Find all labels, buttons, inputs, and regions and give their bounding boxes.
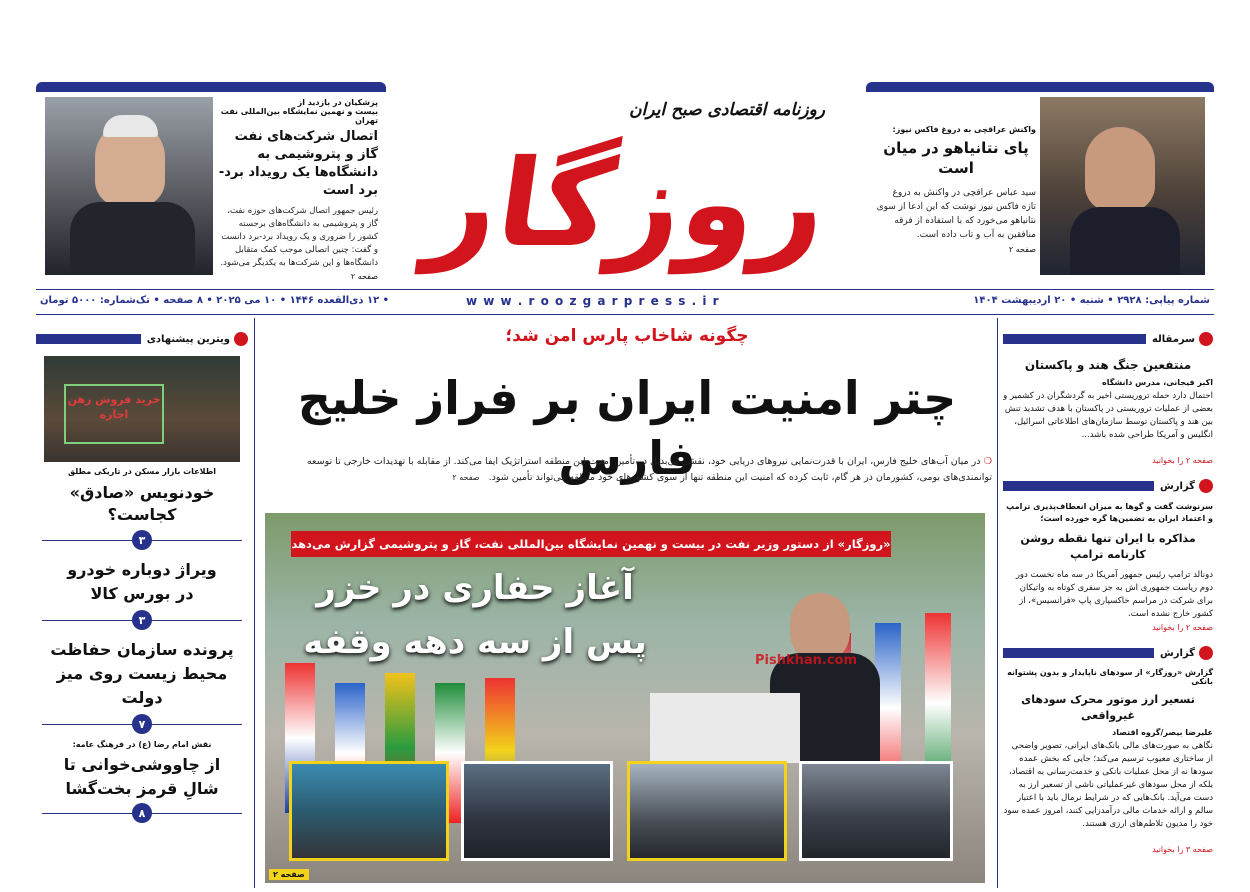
item3-page-number[interactable]: ۷ bbox=[132, 714, 152, 734]
item4-page-number[interactable]: ۸ bbox=[132, 803, 152, 823]
item1-page-number[interactable]: ۳ bbox=[132, 530, 152, 550]
thumbnail-3[interactable] bbox=[627, 761, 787, 861]
report1-title: مذاکره با ایران تنها نقطه روشن کارنامه ترامپ bbox=[1020, 532, 1196, 561]
photo-page: صفحه ۲ bbox=[269, 869, 309, 880]
report2-kicker: گزارش «روزگار» از سودهای ناپایدار و بدون پشتوانه بانکی bbox=[1007, 668, 1213, 686]
thumbnail-4[interactable] bbox=[799, 761, 953, 861]
main-kicker: چگونه شاخاب پارس امن شد؛ bbox=[505, 326, 749, 346]
report1-page-link[interactable]: صفحه ۲ را بخوانید bbox=[1152, 623, 1213, 632]
podium bbox=[650, 693, 800, 763]
masthead-logo-area bbox=[400, 70, 855, 295]
photo-headline-1: آغاز حفاری در خزر bbox=[316, 568, 634, 608]
item4-kicker: نقش امام رضا (ع) در فرهنگ عامه: bbox=[72, 740, 212, 749]
item2-divider bbox=[36, 610, 248, 632]
item2-page-number[interactable]: ۳ bbox=[132, 610, 152, 630]
editorial-body: احتمال دارد حمله تروریستی اخیر به گردشگران در کشمیر و بعضی از عملیات تروریستی در پاکستان با هدف تشدید تنش بین هند و پاکستان توسط سازمان‌های اطلاعاتی اسرائیل، انگلیس و آمریکا طراحی شده باشد... bbox=[1003, 391, 1213, 440]
real-estate-sign: خرید فروش رهن اجاره bbox=[64, 384, 164, 444]
main-page: صفحه ۲ bbox=[452, 473, 480, 482]
top-left-box-text bbox=[218, 98, 378, 281]
report2-author: علیرضا بیصر/گروه اقتصاد bbox=[1112, 728, 1213, 737]
left-column bbox=[36, 330, 248, 825]
main-lead-text: در میان آب‌های خلیج فارس، ایران با قدرت‌نمایی نیروهای دریایی خود، نقشی بی‌بدیل در تأمین امنیت این منطقه استراتژیک ایفا می‌کند. از مقابله با تهدیدات خارجی تا توسعه توانمندی‌های بومی، کشورمان در هر گام، ثابت کرده که امنیت این منطقه تنها از سوی کشورهای خود منطقه می‌تواند تأمین شود. bbox=[306, 456, 992, 483]
top-right-box-text bbox=[876, 125, 1036, 254]
website: w w w . r o o z g a r p r e s s . i r bbox=[466, 294, 720, 308]
box-left-body: رئیس جمهور اتصال شرکت‌های حوزه نفت، گاز و پتروشیمی به دانشگاه‌های برجسته کشور را ضروری و یک رویداد برد-برد دانست و گفت: چنین اتصالی موجب کمک متقابل دانشگاه‌ها و این شرکت‌ها به یکدیگر می‌شود. bbox=[220, 206, 378, 268]
lead-bullet-icon: ❍ bbox=[980, 456, 992, 467]
issue-line-left: • ۱۲ ذی‌القعده ۱۴۴۶ • ۱۰ می ۲۰۲۵ • ۸ صفحه • تک‌شماره: ۵۰۰۰ تومان bbox=[40, 295, 390, 306]
report2-body: نگاهی به صورت‌های مالی بانک‌های ایرانی، تصویر واضحی از ساختاری معیوب ترسیم می‌کند؛ جایی که بخش عمده سودها نه از محل عملیات بانکی و خدمت‌رسانی به اقتصاد، بلکه از محل سودهای غیرعملیاتی ناشی از تسعیر ارز به دست می‌آید. بانک‌هایی که در شرایط نرمال باید با اعتبار سالم و ارائه خدمات مالی درآمدزایی کنند، امروز عمده سود خود را مدیون تلاطم‌های ارزی هستند. bbox=[1003, 741, 1213, 829]
top-left-box-bar bbox=[36, 82, 386, 92]
right-column bbox=[1003, 330, 1213, 854]
editorial-author: اکبر فیجانی، مدرس دانشگاه bbox=[1102, 378, 1213, 387]
box-left-kicker: پزشکیان در بازدید از bbox=[297, 98, 378, 107]
box-right-title: پای نتانیاهو در میان است bbox=[883, 139, 1029, 177]
box-right-kicker: واکنش عراقچی به دروغ فاکس نیوز: bbox=[892, 125, 1036, 134]
left-column-rule bbox=[254, 318, 255, 888]
item3-divider bbox=[36, 714, 248, 736]
thumbnail-2[interactable] bbox=[461, 761, 613, 861]
thumbnail-1[interactable] bbox=[289, 761, 449, 861]
report1-kicker: سرنوشت گفت و گوها به میزان انعطاف‌پذیری ترامپ و اعتماد ایران به تضمین‌ها گره خورده است؛ bbox=[1006, 502, 1213, 523]
item1-divider bbox=[36, 530, 248, 552]
report2-header: گزارش bbox=[1003, 644, 1213, 662]
box-left-title: اتصال شرکت‌های نفت گاز و پتروشیمی به دانشگاه‌ها یک رویداد برد-برد است bbox=[218, 129, 378, 198]
report1-body: دونالد ترامپ رئیس جمهور آمریکا در سه ماه نخست دور دوم ریاست جمهوری اش به جز سفری کوتاه به واتیکان برای شرکت در مراسم خاکسپاری پاپ «فرانسیس»، از کشور خارج نشده است. bbox=[1015, 570, 1213, 619]
main-headline: چتر امنیت ایران بر فراز خلیج فارس bbox=[297, 371, 957, 485]
photo-banner: «روزگار» از دستور وزیر نفت در بیست و نهمین نمایشگاه بین‌المللی نفت، گاز و پتروشیمی گزارش می‌دهد bbox=[291, 531, 891, 557]
dateline bbox=[36, 289, 1214, 315]
main-photo bbox=[265, 513, 985, 883]
top-right-box-bar bbox=[866, 82, 1214, 92]
watermark: Pishkhan.com bbox=[755, 653, 858, 668]
item2-title: ویراژ دوباره خودرو در بورس کالا bbox=[67, 560, 217, 603]
araghchi-photo bbox=[1040, 97, 1205, 275]
editorial-page-link[interactable]: صفحه ۲ را بخوانید bbox=[1152, 456, 1213, 465]
showcase-header: ویترین پیشنهادی bbox=[36, 330, 248, 348]
report2-page-link[interactable]: صفحه ۳ را بخوانید bbox=[1152, 845, 1213, 854]
pezeshkian-photo bbox=[45, 97, 213, 275]
box-right-body: سید عباس عراقچی در واکنش به دروغ تازه فاکس نیوز نوشت که این ادعا از سوی نتانیاهو می‌خورد که با استفاده از فرقه منافقین به آب و تاب داده است. bbox=[876, 188, 1036, 240]
real-estate-photo bbox=[44, 356, 240, 462]
item3-title: پرونده سازمان حفاظت محیط زیست روی میز دولت bbox=[50, 640, 234, 707]
box-right-page: صفحه ۲ bbox=[1008, 245, 1036, 254]
item1-title: خودنویس «صادق» کجاست؟ bbox=[69, 483, 215, 524]
main-lead bbox=[262, 454, 992, 486]
editorial-header: سرمقاله bbox=[1003, 330, 1213, 348]
box-left-kicker2: بیست و نهمین نمایشگاه بین‌المللی نفت تهران bbox=[220, 107, 378, 125]
masthead-tagline: روزنامه اقتصادی صبح ایران bbox=[629, 100, 825, 120]
report1-header: گزارش bbox=[1003, 477, 1213, 495]
item4-divider bbox=[36, 803, 248, 825]
right-column-rule bbox=[997, 318, 998, 888]
editorial-title: منتفعین جنگ هند و پاکستان bbox=[1024, 358, 1192, 372]
photo-headline-2: پس از سه دهه وقفه bbox=[303, 622, 647, 662]
report2-title: تسعیر ارز موتور محرک سودهای غیرواقعی bbox=[1021, 693, 1195, 722]
item1-kicker: اطلاعات بازار مسکن در تاریکی مطلق bbox=[68, 467, 216, 476]
box-left-page: صفحه ۲ bbox=[350, 272, 378, 281]
masthead-logo: روزگار bbox=[419, 135, 836, 274]
issue-line-right: شماره پیاپی: ۲۹۲۸ • شنبه • ۲۰ اردیبهشت ۱۴۰۴ bbox=[973, 295, 1210, 306]
item4-title: از چاووشی‌خوانی تا شالِ قرمز بخت‌گشا bbox=[63, 755, 221, 798]
